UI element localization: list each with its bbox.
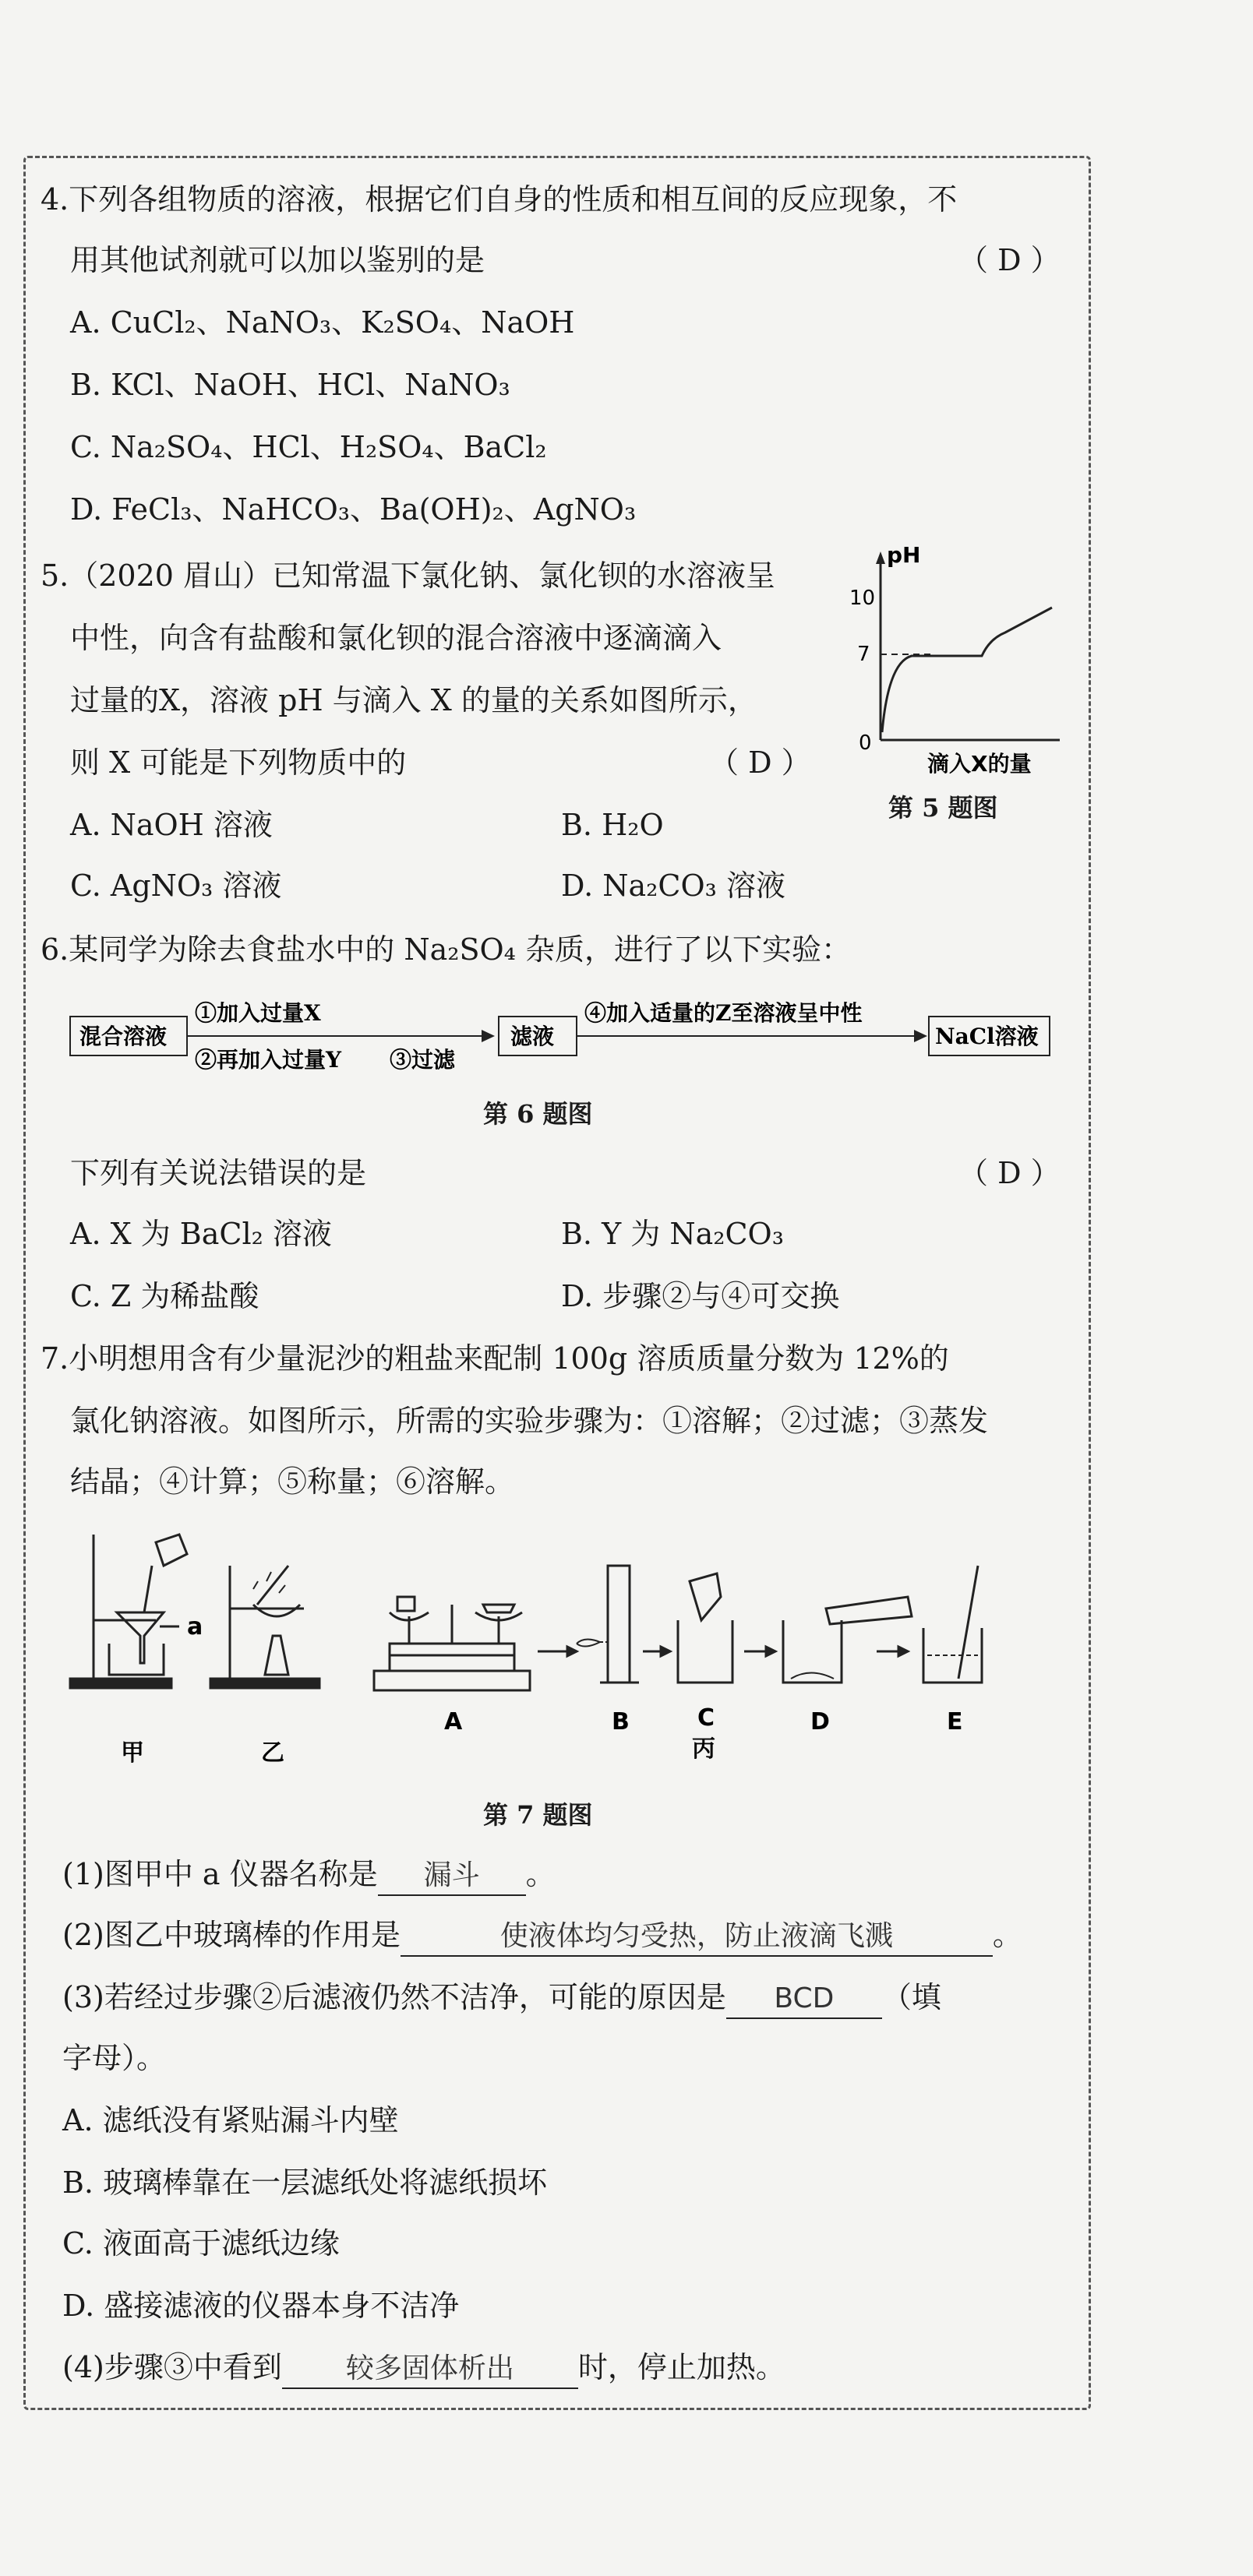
q7-part3-option-a: A. 滤纸没有紧贴漏斗内壁 — [62, 2103, 399, 2137]
label-D: D — [810, 1708, 830, 1736]
q5-option-b: B. H₂O — [561, 808, 664, 842]
q5-stem-line4: 则 X 可能是下列物质中的 — [70, 745, 407, 780]
q7-stem-line3: 结晶；④计算；⑤称量；⑥溶解。 — [70, 1464, 515, 1499]
q4-stem-line2: 用其他试剂就可以加以鉴别的是 — [70, 243, 485, 277]
flow-step-2: ②再加入过量Y — [195, 1047, 341, 1073]
q7-part4-prompt: (4)步骤③中看到 — [62, 2350, 282, 2384]
apparatus-a-balance — [374, 1597, 530, 1690]
q7-part1-answer: 漏斗 — [378, 1857, 526, 1896]
flow-step-4: ④加入适量的Z至溶液呈中性 — [584, 1000, 863, 1026]
q7-part3-option-d: D. 盛接滤液的仪器本身不洁净 — [62, 2289, 460, 2323]
label-B: B — [612, 1708, 630, 1736]
q5-stem-line3: 过量的X，溶液 pH 与滴入 X 的量的关系如图所示， — [70, 683, 757, 717]
graph-y-label: pH — [887, 545, 921, 568]
q4-answer: （ D ） — [958, 243, 1061, 277]
q4-option-a: A. CuCl₂、NaNO₃、K₂SO₄、NaOH — [70, 305, 575, 340]
graph-tick-10: 10 — [849, 587, 876, 610]
graph-origin: 0 — [859, 731, 872, 755]
q7-part1 — [62, 1855, 556, 1896]
apparatus-c-beaker — [678, 1573, 732, 1683]
q7-part2 — [62, 1916, 1022, 1957]
q7-part1-end: 。 — [525, 1857, 556, 1891]
y-axis-arrow — [876, 551, 885, 564]
q7-apparatus-figure — [62, 1519, 1060, 1776]
q4-option-c: C. Na₂SO₄、HCl、H₂SO₄、BaCl₂ — [70, 430, 547, 464]
label-a: a — [187, 1613, 203, 1640]
q7-part4-answer: 较多固体析出 — [282, 2350, 578, 2389]
flow-arrowhead-1 — [482, 1030, 495, 1042]
q6-option-a: A. X 为 BaCl₂ 溶液 — [70, 1217, 332, 1251]
q7-part3-option-c: C. 液面高于滤纸边缘 — [62, 2226, 340, 2261]
label-A: A — [444, 1708, 463, 1736]
q7-part2-prompt: (2)图乙中玻璃棒的作用是 — [62, 1918, 401, 1952]
flow-box-mixed-text: 混合溶液 — [79, 1024, 168, 1049]
q6-figure-caption: 第 6 题图 — [483, 1099, 593, 1129]
ph-curve — [882, 608, 1052, 732]
apparatus-d-beaker — [783, 1597, 912, 1683]
q7-part3 — [62, 1979, 941, 2019]
label-C: C — [697, 1704, 715, 1732]
flow-box-filtrate-text: 滤液 — [510, 1024, 555, 1049]
flow-box-nacl-text: NaCl溶液 — [935, 1024, 1039, 1049]
label-jia: 甲 — [121, 1739, 144, 1767]
flow-arrowhead-2 — [914, 1030, 927, 1042]
apparatus-b-cylinder — [577, 1566, 639, 1683]
q7-stem-line2: 氯化钠溶液。如图所示，所需的实验步骤为：①溶解；②过滤；③蒸发 — [70, 1404, 989, 1438]
q5-ph-graph — [842, 545, 1075, 779]
q7-figure-caption: 第 7 题图 — [483, 1800, 593, 1830]
label-bing: 丙 — [692, 1736, 715, 1763]
q7-part4-end: 时，停止加热。 — [577, 2350, 785, 2384]
q7-stem-line1: 7.小明想用含有少量泥沙的粗盐来配制 100g 溶质质量分数为 12%的 — [41, 1341, 949, 1376]
q6-flowchart — [62, 989, 1075, 1091]
q7-part3-prompt: (3)若经过步骤②后滤液仍然不洁净，可能的原因是 — [62, 1980, 726, 2014]
q7-part2-answer: 使液体均匀受热，防止液滴飞溅 — [401, 1918, 993, 1957]
q7-part4 — [62, 2349, 785, 2389]
q5-option-a: A. NaOH 溶液 — [70, 808, 273, 842]
q5-answer: （ D ） — [709, 745, 811, 780]
q5-stem-line1: 5.（2020 眉山）已知常温下氯化钠、氯化钡的水溶液呈 — [41, 559, 776, 593]
q4-stem-line1: 4.下列各组物质的溶液，根据它们自身的性质和相互间的反应现象，不 — [41, 182, 958, 217]
q7-part1-prompt: (1)图甲中 a 仪器名称是 — [62, 1857, 378, 1891]
q6-option-b: B. Y 为 Na₂CO₃ — [561, 1217, 784, 1251]
flow-step-3: ③过滤 — [390, 1047, 456, 1073]
q7-part3-answer: BCD — [726, 1980, 882, 2019]
q6-option-d: D. 步骤②与④可交换 — [561, 1279, 840, 1313]
flow-step-1: ①加入过量X — [195, 1000, 321, 1026]
q7-part3-line2: 字母）。 — [62, 2041, 167, 2075]
q6-question: 下列有关说法错误的是 — [70, 1156, 367, 1190]
label-E: E — [947, 1708, 963, 1736]
q4-option-b: B. KCl、NaOH、HCl、NaNO₃ — [70, 368, 510, 402]
q5-option-d: D. Na₂CO₃ 溶液 — [561, 869, 785, 903]
label-yi: 乙 — [261, 1739, 284, 1767]
apparatus-e-beaker — [923, 1566, 982, 1683]
q6-answer: （ D ） — [958, 1156, 1061, 1190]
apparatus-jia-filtration — [70, 1535, 187, 1688]
q4-option-d: D. FeCl₃、NaHCO₃、Ba(OH)₂、AgNO₃ — [70, 492, 637, 527]
q7-part3-end: （填 — [881, 1980, 941, 2014]
q5-option-c: C. AgNO₃ 溶液 — [70, 869, 282, 903]
apparatus-yi-evaporation — [210, 1566, 319, 1688]
graph-tick-7: 7 — [857, 643, 870, 666]
q7-part3-option-b: B. 玻璃棒靠在一层滤纸处将滤纸损坏 — [62, 2165, 548, 2200]
q5-figure-caption: 第 5 题图 — [888, 793, 998, 823]
q7-part2-end: 。 — [992, 1918, 1022, 1952]
q6-stem: 6.某同学为除去食盐水中的 Na₂SO₄ 杂质，进行了以下实验： — [41, 932, 851, 967]
q5-stem-line2: 中性，向含有盐酸和氯化钡的混合溶液中逐滴滴入 — [70, 621, 722, 655]
q6-option-c: C. Z 为稀盐酸 — [70, 1279, 259, 1313]
graph-x-label: 滴入X的量 — [927, 751, 1032, 777]
